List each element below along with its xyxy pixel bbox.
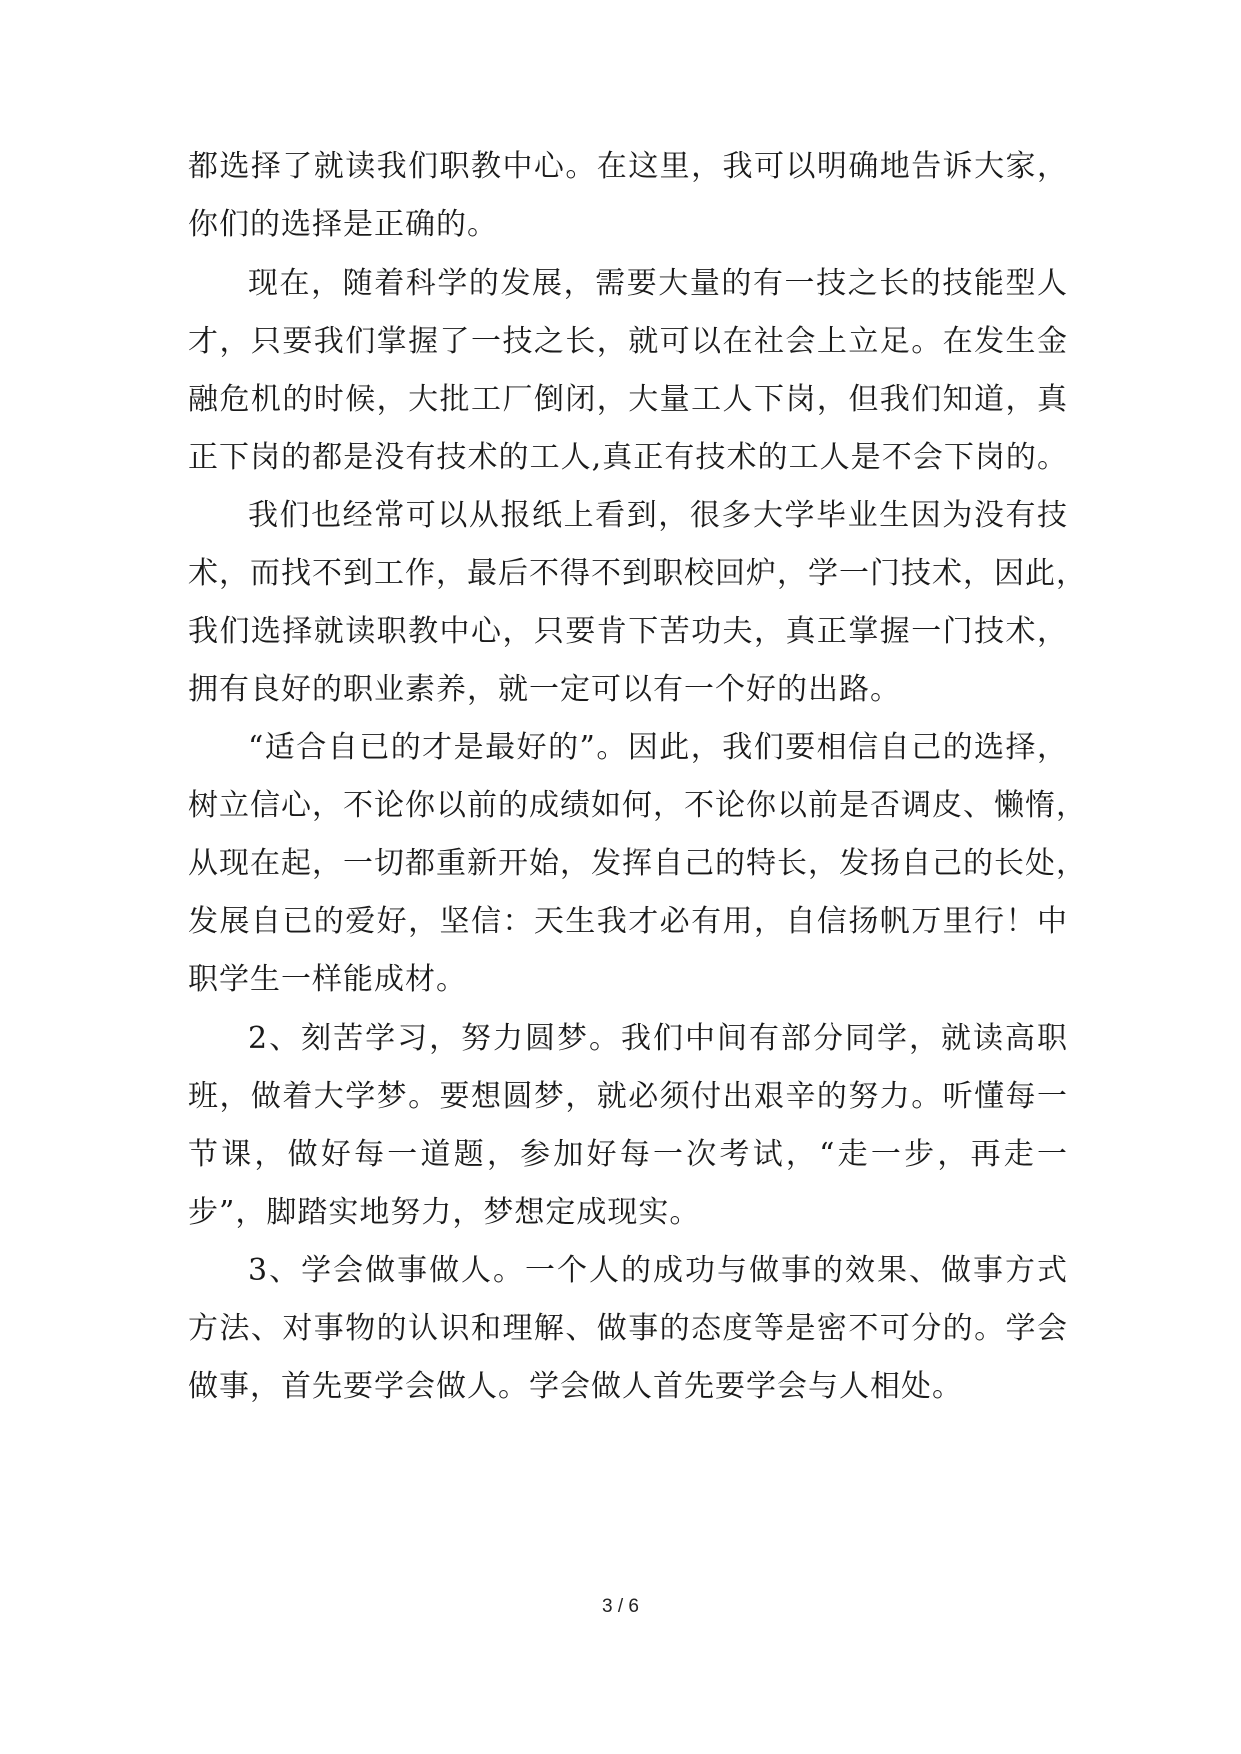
text-line: 融危机的时候，大批工厂倒闭，大量工人下岗，但我们知道，真 — [188, 382, 1068, 417]
text-line: “适合自已的才是最好的”。因此，我们要相信自己的选择， — [248, 730, 1068, 765]
text-line: 我们也经常可以从报纸上看到，很多大学毕业生因为没有技 — [248, 498, 1068, 533]
text-line: 拥有良好的职业素养，就一定可以有一个好的出路。 — [188, 672, 901, 707]
text-line: 做事，首先要学会做人。学会做人首先要学会与人相处。 — [188, 1369, 963, 1404]
text-line: 正下岗的都是没有技术的工人,真正有技术的工人是不会下岗的。 — [188, 440, 1068, 475]
text-line: 班，做着大学梦。要想圆梦，就必须付出艰辛的努力。听懂每一 — [188, 1079, 1068, 1114]
text-line: 2、刻苦学习，努力圆梦。我们中间有部分同学，就读高职 — [248, 1021, 1068, 1056]
text-line: 都选择了就读我们职教中心。在这里，我可以明确地告诉大家， — [188, 149, 1068, 184]
text-line: 3、学会做事做人。一个人的成功与做事的效果、做事方式 — [248, 1253, 1068, 1288]
text-line: 职学生一样能成材。 — [188, 962, 467, 997]
text-line: 我们选择就读职教中心，只要肯下苦功夫，真正掌握一门技术， — [188, 614, 1068, 649]
text-line: 现在，随着科学的发展，需要大量的有一技之长的技能型人 — [248, 266, 1068, 301]
text-line: 树立信心，不论你以前的成绩如何，不论你以前是否调皮、懒惰， — [188, 788, 1087, 823]
text-line: 你们的选择是正确的。 — [188, 207, 498, 242]
text-line: 节课，做好每一道题，参加好每一次考试，“走一步，再走一 — [188, 1137, 1068, 1172]
text-line: 步”，脚踏实地努力，梦想定成现实。 — [188, 1195, 701, 1230]
text-line: 从现在起，一切都重新开始，发挥自己的特长，发扬自己的长处， — [188, 846, 1087, 881]
text-line: 方法、对事物的认识和理解、做事的态度等是密不可分的。学会 — [188, 1311, 1068, 1346]
text-line: 发展自已的爱好，坚信：天生我才必有用，自信扬帆万里行！中 — [188, 904, 1068, 939]
page-number: 3 / 6 — [602, 1596, 639, 1617]
text-line: 才，只要我们掌握了一技之长，就可以在社会上立足。在发生金 — [188, 324, 1068, 359]
text-line: 术，而找不到工作，最后不得不到职校回炉，学一门技术，因此， — [188, 556, 1087, 591]
